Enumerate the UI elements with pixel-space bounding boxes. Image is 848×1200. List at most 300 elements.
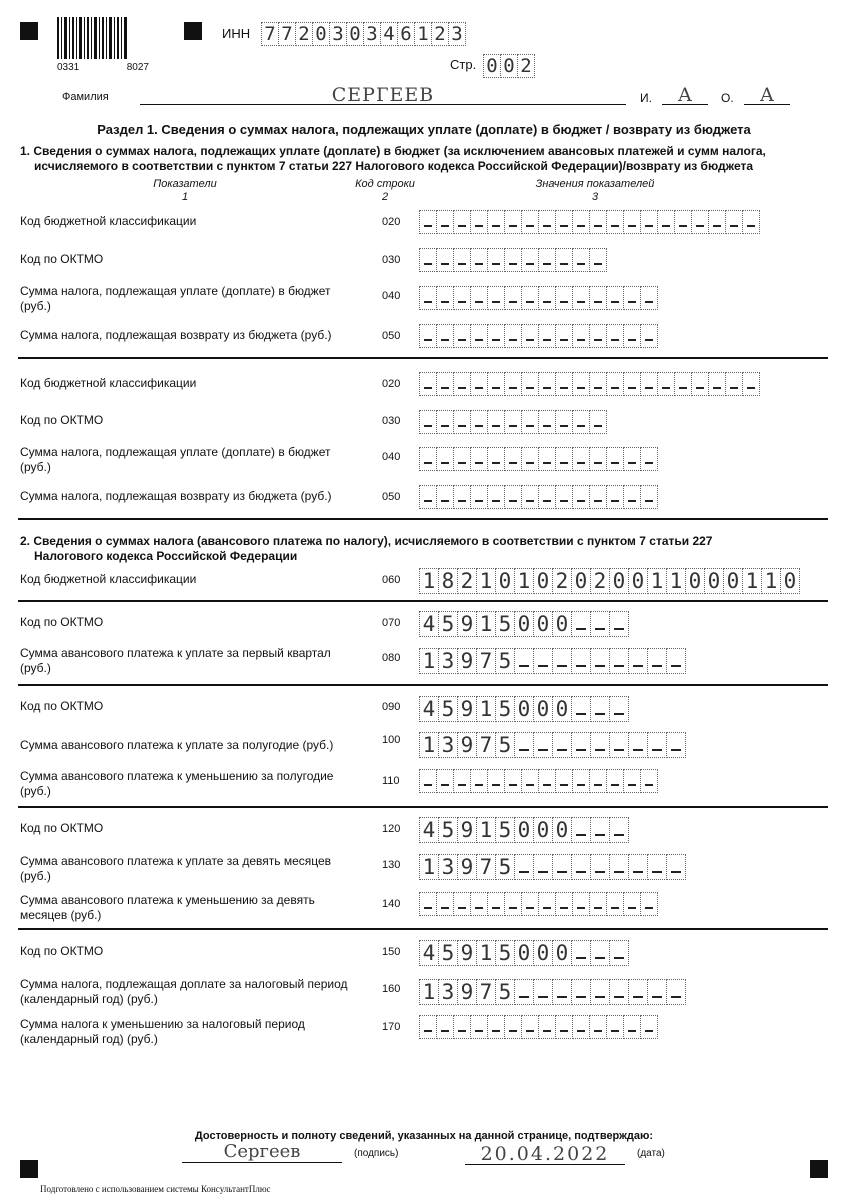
divider-2 — [18, 518, 828, 520]
char-cell — [538, 248, 556, 272]
p2-code-080: 080 — [382, 652, 401, 664]
char-cell — [538, 769, 556, 793]
surname-value[interactable]: СЕРГЕЕВ — [331, 84, 435, 106]
p2-oktmo-120-field[interactable] — [420, 817, 629, 841]
char-cell: 2 — [431, 22, 449, 46]
char-cell — [419, 410, 437, 434]
char-cell — [708, 372, 726, 396]
char-cell — [436, 286, 454, 310]
char-cell — [647, 648, 667, 674]
char-cell — [623, 892, 641, 916]
char-cell: 4 — [419, 611, 439, 637]
char-cell — [436, 210, 454, 234]
char-cell — [572, 447, 590, 471]
char-cell — [552, 648, 572, 674]
barcode-numbers — [57, 62, 149, 73]
char-cell — [419, 372, 437, 396]
char-cell — [623, 1015, 641, 1039]
char-cell — [436, 1015, 454, 1039]
char-cell — [609, 817, 629, 843]
char-cell — [504, 324, 522, 348]
p2-oktmo-090-label: Код по ОКТМО — [20, 699, 104, 713]
char-cell: 9 — [457, 648, 477, 674]
char-cell: 1 — [419, 648, 439, 674]
char-cell — [453, 210, 471, 234]
char-cell: 5 — [438, 817, 458, 843]
char-cell: 0 — [628, 568, 648, 594]
char-cell — [606, 286, 624, 310]
char-cell — [419, 769, 437, 793]
char-cell — [419, 1015, 437, 1039]
char-cell — [609, 611, 629, 637]
char-cell: 0 — [552, 940, 572, 966]
char-cell — [708, 210, 726, 234]
part2-title-line2: Налогового кодекса Российской Федерации — [34, 549, 298, 563]
char-cell — [609, 854, 629, 880]
inn-field[interactable] — [262, 22, 466, 46]
p2-adv-q1-label: Сумма авансового платежа к уплате за первый квартал (руб.) — [20, 646, 331, 675]
p1a-code-040: 040 — [382, 290, 401, 302]
col-header-indicators-text: Показатели — [153, 178, 217, 190]
char-cell: 1 — [647, 568, 667, 594]
char-cell: 1 — [419, 568, 439, 594]
char-cell: 7 — [476, 979, 496, 1005]
char-cell — [606, 210, 624, 234]
char-cell: 0 — [533, 940, 553, 966]
char-cell — [538, 324, 556, 348]
char-cell — [623, 485, 641, 509]
char-cell — [640, 485, 658, 509]
char-cell — [470, 210, 488, 234]
p1a-oktmo-label: Код по ОКТМО — [20, 252, 104, 266]
char-cell — [572, 892, 590, 916]
part1-title-line1: 1. Сведения о суммах налога, подлежащих уплате (доплате) в бюджет (за исключением авансовых платежей и сумм налога, — [20, 144, 766, 158]
char-cell — [666, 979, 686, 1005]
char-cell: 7 — [476, 648, 496, 674]
char-cell: 9 — [457, 817, 477, 843]
char-cell: 0 — [533, 696, 553, 722]
char-cell — [436, 248, 454, 272]
p2-code-100: 100 — [382, 734, 401, 746]
surname-label: Фамилия — [62, 91, 109, 103]
char-cell — [555, 410, 573, 434]
char-cell — [504, 210, 522, 234]
p2-adv-half-dec-label: Сумма авансового платежа к уменьшению за полугодие (руб.) — [20, 769, 334, 798]
char-cell — [674, 372, 692, 396]
p1b-refund-label: Сумма налога, подлежащая возврату из бюджета (руб.) — [20, 489, 332, 503]
char-cell — [571, 611, 591, 637]
char-cell: 1 — [476, 817, 496, 843]
char-cell — [514, 979, 534, 1005]
page-number-field[interactable] — [484, 54, 535, 78]
char-cell — [589, 769, 607, 793]
char-cell — [572, 769, 590, 793]
p1a-code-020: 020 — [382, 216, 401, 228]
p2-adv-9m-dec-field[interactable] — [420, 892, 658, 916]
char-cell — [666, 648, 686, 674]
p2-oktmo-150-label: Код по ОКТМО — [20, 944, 104, 958]
char-cell — [666, 854, 686, 880]
p2-code-110: 110 — [382, 775, 400, 787]
char-cell: 0 — [704, 568, 724, 594]
char-cell — [470, 410, 488, 434]
char-cell: 7 — [278, 22, 296, 46]
p2-tax-extra-label: Сумма налога, подлежащая доплате за налоговый период (календарный год) (руб.) — [20, 977, 348, 1006]
char-cell: 2 — [295, 22, 313, 46]
char-cell: 9 — [457, 854, 477, 880]
char-cell — [470, 485, 488, 509]
confirm-text: Достоверность и полноту сведений, указанных на данной странице, подтверждаю: — [194, 1130, 654, 1142]
char-cell — [555, 769, 573, 793]
char-cell — [538, 892, 556, 916]
divider-5 — [18, 806, 828, 808]
char-cell — [555, 892, 573, 916]
char-cell — [623, 286, 641, 310]
char-cell — [609, 940, 629, 966]
p2-adv-half-label: Сумма авансового платежа к уплате за полугодие (руб.) — [20, 738, 334, 752]
char-cell: 5 — [438, 611, 458, 637]
char-cell — [623, 324, 641, 348]
char-cell — [555, 324, 573, 348]
char-cell — [657, 210, 675, 234]
footer-note: Подготовлено с использованием системы КонсультантПлюс — [40, 1184, 271, 1194]
initial-o-value[interactable]: А — [759, 84, 775, 106]
char-cell — [555, 372, 573, 396]
p1a-kbk-field[interactable] — [420, 210, 760, 234]
char-cell: 9 — [457, 611, 477, 637]
char-cell — [521, 286, 539, 310]
char-cell — [555, 447, 573, 471]
char-cell — [419, 892, 437, 916]
p2-code-160: 160 — [382, 983, 401, 995]
char-cell: 1 — [476, 940, 496, 966]
char-cell — [521, 485, 539, 509]
char-cell: 0 — [312, 22, 330, 46]
p2-oktmo-070-label: Код по ОКТМО — [20, 615, 104, 629]
part1-title-line2: исчисляемого в соответствии с пунктом 7 статьи 227 Налогового кодекса Российской Федерации)/возврату из бюджета — [34, 159, 754, 173]
char-cell — [571, 696, 591, 722]
col-header-code-num: 2 — [381, 191, 389, 203]
char-cell: 4 — [380, 22, 398, 46]
char-cell — [470, 892, 488, 916]
char-cell — [640, 892, 658, 916]
char-cell — [470, 372, 488, 396]
char-cell — [742, 372, 760, 396]
char-cell — [606, 769, 624, 793]
char-cell: 0 — [609, 568, 629, 594]
char-cell: 5 — [495, 732, 515, 758]
char-cell — [487, 1015, 505, 1039]
char-cell — [533, 732, 553, 758]
p1b-kbk-label: Код бюджетной классификации — [20, 376, 197, 390]
char-cell: 1 — [761, 568, 781, 594]
char-cell — [640, 447, 658, 471]
p2-adv-half-dec-field[interactable] — [420, 769, 658, 793]
char-cell — [606, 485, 624, 509]
p2-code-130: 130 — [382, 859, 401, 871]
p2-tax-dec-field[interactable] — [420, 1015, 658, 1039]
divider-3 — [18, 600, 828, 602]
char-cell — [453, 1015, 471, 1039]
char-cell — [571, 732, 591, 758]
char-cell — [589, 447, 607, 471]
p2-oktmo-150-field[interactable] — [420, 940, 629, 964]
char-cell — [572, 485, 590, 509]
char-cell — [590, 817, 610, 843]
char-cell — [487, 485, 505, 509]
p1b-code-030: 030 — [382, 415, 401, 427]
date-value[interactable]: 20.04.2022 — [480, 1143, 610, 1165]
char-cell — [623, 769, 641, 793]
char-cell — [590, 854, 610, 880]
char-cell — [609, 648, 629, 674]
char-cell: 5 — [495, 979, 515, 1005]
char-cell — [725, 372, 743, 396]
char-cell — [552, 979, 572, 1005]
char-cell: 2 — [457, 568, 477, 594]
char-cell: 3 — [438, 648, 458, 674]
char-cell: 5 — [495, 611, 515, 637]
p1a-code-050: 050 — [382, 330, 401, 342]
p1b-kbk-field[interactable] — [420, 372, 760, 396]
char-cell — [453, 372, 471, 396]
char-cell: 0 — [685, 568, 705, 594]
col-header-code — [340, 178, 430, 204]
char-cell — [521, 324, 539, 348]
char-cell: 5 — [495, 648, 515, 674]
char-cell — [640, 372, 658, 396]
char-cell: 3 — [329, 22, 347, 46]
char-cell — [538, 485, 556, 509]
char-cell: 9 — [457, 940, 477, 966]
char-cell — [538, 447, 556, 471]
char-cell — [504, 410, 522, 434]
char-cell — [572, 210, 590, 234]
char-cell: 1 — [666, 568, 686, 594]
char-cell — [504, 769, 522, 793]
p2-code-150: 150 — [382, 946, 401, 958]
char-cell — [589, 210, 607, 234]
inn-label: ИНН — [222, 26, 251, 41]
char-cell: 2 — [517, 54, 535, 78]
char-cell — [628, 732, 648, 758]
char-cell — [609, 979, 629, 1005]
p2-code-060: 060 — [382, 574, 401, 586]
char-cell: 2 — [552, 568, 572, 594]
char-cell: 0 — [346, 22, 364, 46]
char-cell — [640, 324, 658, 348]
char-cell — [623, 210, 641, 234]
char-cell — [521, 1015, 539, 1039]
char-cell — [504, 485, 522, 509]
char-cell: 5 — [495, 940, 515, 966]
char-cell — [521, 892, 539, 916]
p1b-pay-label: Сумма налога, подлежащая уплате (доплате) в бюджет (руб.) — [20, 445, 331, 474]
char-cell — [470, 447, 488, 471]
char-cell — [590, 648, 610, 674]
char-cell — [647, 854, 667, 880]
char-cell: 0 — [483, 54, 501, 78]
char-cell — [514, 648, 534, 674]
char-cell — [419, 248, 437, 272]
char-cell: 0 — [723, 568, 743, 594]
char-cell: 9 — [457, 732, 477, 758]
char-cell — [504, 248, 522, 272]
p1a-kbk-label: Код бюджетной классификации — [20, 214, 197, 228]
barcode-left-number: 0331 — [57, 62, 80, 73]
char-cell: 0 — [552, 611, 572, 637]
char-cell — [487, 447, 505, 471]
char-cell — [504, 1015, 522, 1039]
char-cell: 0 — [500, 54, 518, 78]
char-cell — [521, 248, 539, 272]
char-cell: 1 — [476, 568, 496, 594]
p2-code-120: 120 — [382, 823, 401, 835]
char-cell: 0 — [552, 817, 572, 843]
char-cell — [589, 286, 607, 310]
char-cell — [487, 372, 505, 396]
col-header-values-text: Значения показателей — [535, 178, 655, 190]
p1b-oktmo-label: Код по ОКТМО — [20, 413, 104, 427]
char-cell — [571, 979, 591, 1005]
p2-kbk-field[interactable] — [420, 568, 800, 592]
char-cell: 1 — [419, 732, 439, 758]
char-cell — [487, 248, 505, 272]
p2-oktmo-070-field[interactable] — [420, 611, 629, 635]
char-cell — [470, 769, 488, 793]
char-cell — [589, 248, 607, 272]
char-cell — [470, 324, 488, 348]
p1b-oktmo-field[interactable] — [420, 410, 607, 434]
divider-1 — [18, 357, 828, 359]
char-cell: 7 — [261, 22, 279, 46]
p2-adv-q1-field[interactable] — [420, 648, 686, 672]
char-cell — [555, 485, 573, 509]
barcode-icon — [57, 17, 127, 59]
char-cell: 0 — [552, 696, 572, 722]
p1a-pay-field[interactable] — [420, 286, 658, 310]
char-cell: 0 — [514, 696, 534, 722]
char-cell: 5 — [495, 854, 515, 880]
p1b-code-040: 040 — [382, 451, 401, 463]
char-cell — [647, 979, 667, 1005]
char-cell — [487, 769, 505, 793]
char-cell — [691, 210, 709, 234]
p2-adv-9m-label: Сумма авансового платежа к уплате за девять месяцев (руб.) — [20, 854, 332, 883]
char-cell — [590, 611, 610, 637]
char-cell — [742, 210, 760, 234]
corner-marker-top-mid — [184, 22, 202, 40]
p1b-code-050: 050 — [382, 491, 401, 503]
p1a-pay-label: Сумма налога, подлежащая уплате (доплате) в бюджет (руб.) — [20, 284, 331, 313]
p1a-refund-field[interactable] — [420, 324, 658, 348]
char-cell — [590, 940, 610, 966]
char-cell: 3 — [363, 22, 381, 46]
char-cell — [609, 696, 629, 722]
char-cell — [606, 372, 624, 396]
char-cell — [538, 1015, 556, 1039]
char-cell — [606, 447, 624, 471]
p2-oktmo-090-field[interactable] — [420, 696, 629, 720]
p2-tax-extra-field[interactable] — [420, 979, 686, 1003]
char-cell — [436, 485, 454, 509]
p1b-code-020: 020 — [382, 378, 401, 390]
char-cell — [571, 940, 591, 966]
char-cell: 5 — [438, 696, 458, 722]
corner-marker-top-left — [20, 22, 38, 40]
char-cell — [666, 732, 686, 758]
col-header-values — [515, 178, 675, 204]
col-header-code-text: Код строки — [355, 178, 415, 190]
corner-marker-bottom-right — [810, 1160, 828, 1178]
char-cell — [589, 410, 607, 434]
char-cell: 1 — [476, 611, 496, 637]
char-cell — [606, 892, 624, 916]
char-cell: 4 — [419, 696, 439, 722]
char-cell — [555, 1015, 573, 1039]
char-cell — [453, 324, 471, 348]
char-cell — [572, 324, 590, 348]
char-cell — [538, 372, 556, 396]
char-cell — [552, 854, 572, 880]
char-cell — [589, 372, 607, 396]
char-cell — [521, 210, 539, 234]
char-cell — [533, 648, 553, 674]
char-cell: 4 — [419, 940, 439, 966]
char-cell — [590, 696, 610, 722]
char-cell — [514, 854, 534, 880]
char-cell: 1 — [419, 854, 439, 880]
p1a-refund-label: Сумма налога, подлежащая возврату из бюджета (руб.) — [20, 328, 332, 342]
p1b-pay-field[interactable] — [420, 447, 658, 471]
p1b-refund-field[interactable] — [420, 485, 658, 509]
p2-adv-half-field[interactable] — [420, 732, 686, 756]
initial-o-label: О. — [721, 91, 734, 105]
char-cell: 3 — [438, 979, 458, 1005]
char-cell — [640, 286, 658, 310]
char-cell — [504, 892, 522, 916]
char-cell — [628, 854, 648, 880]
char-cell — [470, 1015, 488, 1039]
initial-i-label: И. — [640, 91, 652, 105]
p1a-oktmo-field[interactable] — [420, 248, 607, 272]
col-header-values-num: 3 — [591, 191, 599, 203]
p2-code-140: 140 — [382, 898, 401, 910]
char-cell: 3 — [438, 854, 458, 880]
char-cell: 5 — [495, 696, 515, 722]
signature-value[interactable]: Сергеев — [223, 1141, 301, 1162]
char-cell — [552, 732, 572, 758]
char-cell — [453, 248, 471, 272]
char-cell — [589, 1015, 607, 1039]
char-cell — [623, 447, 641, 471]
char-cell — [606, 1015, 624, 1039]
p2-adv-9m-dec-label: Сумма авансового платежа к уменьшению за девять месяцев (руб.) — [20, 893, 315, 922]
char-cell — [419, 286, 437, 310]
page-label: Стр. — [450, 57, 477, 72]
signature-label: (подпись) — [354, 1148, 399, 1159]
char-cell — [436, 324, 454, 348]
char-cell: 0 — [514, 940, 534, 966]
p2-code-170: 170 — [382, 1021, 401, 1033]
p2-adv-9m-field[interactable] — [420, 854, 686, 878]
divider-6 — [18, 928, 828, 930]
char-cell — [436, 410, 454, 434]
char-cell: 5 — [495, 817, 515, 843]
initial-i-value[interactable]: А — [677, 84, 693, 106]
char-cell — [436, 447, 454, 471]
char-cell: 0 — [514, 817, 534, 843]
